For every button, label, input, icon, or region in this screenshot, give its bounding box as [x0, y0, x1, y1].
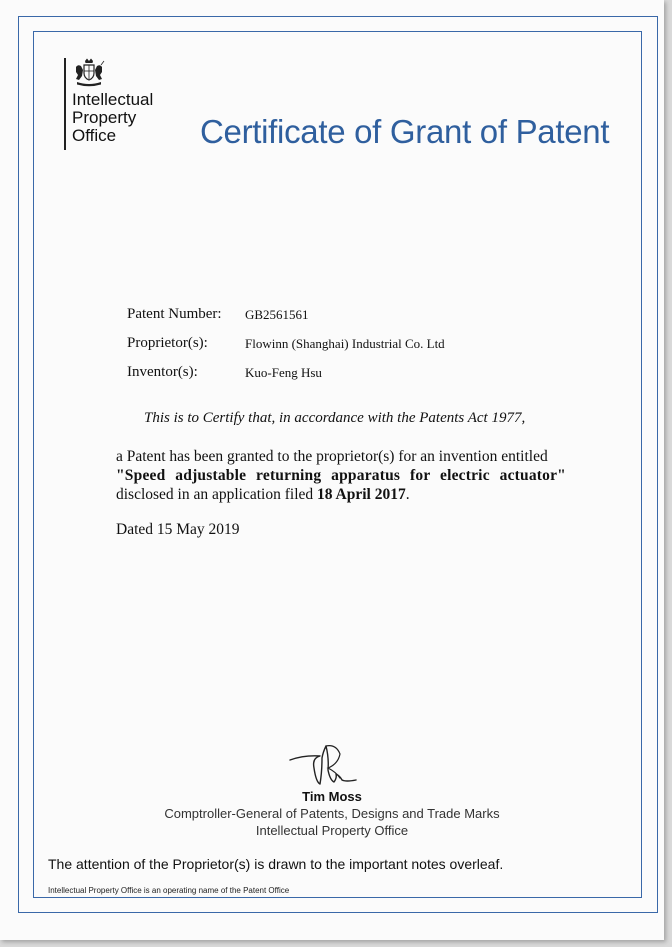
certificate-title: Certificate of Grant of Patent — [200, 113, 610, 150]
detail-row-inventor — [127, 358, 445, 387]
ipo-logo — [64, 58, 153, 150]
footnote: Intellectual Property Office is an operating name of the Patent Office — [48, 886, 290, 895]
detail-label: Patent Number: — [127, 306, 222, 322]
signer-name: Tim Moss — [302, 789, 362, 804]
patent-details — [127, 300, 445, 387]
invention-title: "Speed adjustable returning apparatus for electric actuator" — [116, 467, 566, 484]
detail-label: Proprietor(s): — [127, 335, 208, 351]
filed-suffix: . — [405, 486, 410, 503]
dated-line: Dated 15 May 2019 — [116, 521, 240, 538]
grant-intro: a Patent has been granted to the proprietor(s) for an invention entitled — [116, 448, 548, 465]
royal-coat-of-arms-icon — [72, 58, 106, 88]
org-line-3: Office — [72, 126, 117, 145]
detail-row-proprietor — [127, 329, 445, 358]
certify-statement: This is to Certify that, in accordance with the Patents Act 1977, — [144, 410, 526, 426]
signer-role: Comptroller-General of Patents, Designs and Trade Marks — [164, 806, 500, 821]
filed-prefix: disclosed in an application filed — [116, 486, 314, 503]
org-line-2: Property — [72, 108, 137, 127]
org-line-1: Intellectual — [72, 90, 154, 109]
detail-value: Flowinn (Shanghai) Industrial Co. Ltd — [245, 335, 445, 351]
detail-row-patent-number — [127, 300, 445, 329]
organization-name — [72, 91, 153, 145]
detail-value: GB2561561 — [245, 306, 309, 322]
filed-date: 18 April 2017 — [317, 486, 406, 503]
important-notes: The attention of the Proprietor(s) is drawn to the important notes overleaf. — [48, 856, 504, 872]
signer-office: Intellectual Property Office — [255, 823, 409, 838]
grant-statement — [116, 447, 566, 504]
detail-value: Kuo-Feng Hsu — [245, 364, 322, 380]
handwritten-signature — [282, 738, 362, 788]
detail-label: Inventor(s): — [127, 364, 198, 380]
